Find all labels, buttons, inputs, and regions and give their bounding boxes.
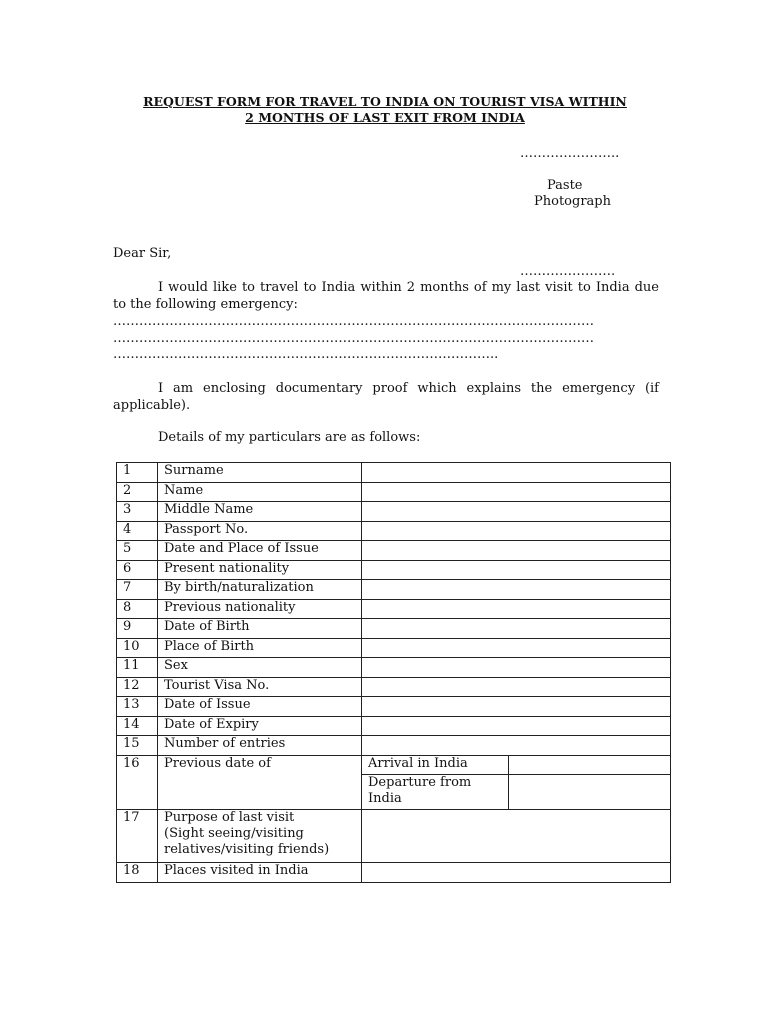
row-label: Previous nationality bbox=[158, 599, 362, 619]
row-label: Passport No. bbox=[158, 521, 362, 541]
row-value-field[interactable] bbox=[362, 677, 671, 697]
table-row-18 bbox=[117, 863, 671, 883]
row-value-field[interactable] bbox=[362, 502, 671, 522]
table-row bbox=[117, 580, 671, 600]
emergency-dotline-3: …………………………………………………………………………….. bbox=[113, 347, 499, 362]
table-row bbox=[117, 716, 671, 736]
form-title bbox=[113, 94, 657, 126]
row-label: Number of entries bbox=[158, 736, 362, 756]
row-value-field[interactable] bbox=[362, 736, 671, 756]
row-value-field[interactable] bbox=[362, 580, 671, 600]
row-number: 4 bbox=[117, 521, 158, 541]
row-number: 13 bbox=[117, 697, 158, 717]
row-label: Middle Name bbox=[158, 502, 362, 522]
table-row bbox=[117, 697, 671, 717]
table-row bbox=[117, 482, 671, 502]
table-row bbox=[117, 677, 671, 697]
row-value-field[interactable] bbox=[362, 599, 671, 619]
date-dots-2: …………………. bbox=[520, 264, 616, 279]
table-row bbox=[117, 638, 671, 658]
row-number: 12 bbox=[117, 677, 158, 697]
table-row bbox=[117, 658, 671, 678]
purpose-line2: (Sight seeing/visiting bbox=[164, 826, 304, 841]
row-number: 6 bbox=[117, 560, 158, 580]
row-label: Tourist Visa No. bbox=[158, 677, 362, 697]
emergency-dotline-2: ………………………………………………………………………………………………… bbox=[113, 331, 594, 346]
table-row bbox=[117, 521, 671, 541]
row-number: 7 bbox=[117, 580, 158, 600]
row-value-field[interactable] bbox=[362, 697, 671, 717]
form-title-line2: 2 MONTHS OF LAST EXIT FROM INDIA bbox=[245, 110, 525, 125]
table-row-16 bbox=[117, 755, 671, 775]
row-number: 8 bbox=[117, 599, 158, 619]
row-number: 11 bbox=[117, 658, 158, 678]
row-label bbox=[158, 810, 362, 863]
row-label: Present nationality bbox=[158, 560, 362, 580]
purpose-field[interactable] bbox=[362, 810, 671, 863]
row-value-field[interactable] bbox=[362, 560, 671, 580]
row-number: 1 bbox=[117, 463, 158, 483]
row-label: Surname bbox=[158, 463, 362, 483]
row-number: 15 bbox=[117, 736, 158, 756]
row-value-field[interactable] bbox=[362, 638, 671, 658]
row-label: Place of Birth bbox=[158, 638, 362, 658]
row-value-field[interactable] bbox=[362, 619, 671, 639]
date-dots: ………………….. bbox=[520, 146, 620, 161]
emergency-paragraph: I would like to travel to India within 2 months of my last visit to India due to the following emergency: bbox=[113, 280, 659, 312]
row-value-field[interactable] bbox=[362, 658, 671, 678]
table-row bbox=[117, 736, 671, 756]
proof-paragraph: I am enclosing documentary proof which explains the emergency (if applicable). bbox=[113, 381, 659, 413]
departure-date-field[interactable] bbox=[509, 775, 671, 810]
arrival-date-field[interactable] bbox=[509, 755, 671, 775]
row-number: 2 bbox=[117, 482, 158, 502]
row-label: Date of Birth bbox=[158, 619, 362, 639]
table-row bbox=[117, 463, 671, 483]
sub-label-departure-line1: Departure from bbox=[368, 775, 472, 790]
table-row-17 bbox=[117, 810, 671, 863]
row-label: Places visited in India bbox=[158, 863, 362, 883]
emergency-dotline-1: ………………………………………………………………………………………………… bbox=[113, 314, 594, 329]
row-number: 16 bbox=[117, 755, 158, 810]
photo-label-photograph: Photograph bbox=[534, 194, 611, 209]
row-number: 10 bbox=[117, 638, 158, 658]
table-row bbox=[117, 599, 671, 619]
row-label: By birth/naturalization bbox=[158, 580, 362, 600]
places-visited-field[interactable] bbox=[362, 863, 671, 883]
purpose-line3: relatives/visiting friends) bbox=[164, 842, 330, 857]
photo-label-paste: Paste bbox=[547, 178, 583, 193]
row-value-field[interactable] bbox=[362, 482, 671, 502]
form-title-line1: REQUEST FORM FOR TRAVEL TO INDIA ON TOURIST VISA WITHIN bbox=[143, 94, 627, 109]
particulars-table bbox=[116, 462, 671, 883]
row-value-field[interactable] bbox=[362, 463, 671, 483]
table-row bbox=[117, 502, 671, 522]
table-row bbox=[117, 619, 671, 639]
sub-label-departure bbox=[362, 775, 509, 810]
row-number: 5 bbox=[117, 541, 158, 561]
table-row bbox=[117, 560, 671, 580]
row-number: 14 bbox=[117, 716, 158, 736]
row-label: Name bbox=[158, 482, 362, 502]
row-label: Date and Place of Issue bbox=[158, 541, 362, 561]
row-label: Date of Issue bbox=[158, 697, 362, 717]
salutation: Dear Sir, bbox=[113, 246, 172, 261]
row-number: 3 bbox=[117, 502, 158, 522]
purpose-line1: Purpose of last visit bbox=[164, 810, 295, 825]
sub-label-arrival: Arrival in India bbox=[362, 755, 509, 775]
row-number: 17 bbox=[117, 810, 158, 863]
row-label: Sex bbox=[158, 658, 362, 678]
table-row bbox=[117, 541, 671, 561]
row-value-field[interactable] bbox=[362, 541, 671, 561]
row-value-field[interactable] bbox=[362, 716, 671, 736]
row-label: Date of Expiry bbox=[158, 716, 362, 736]
row-number: 9 bbox=[117, 619, 158, 639]
sub-label-departure-line2: India bbox=[368, 791, 402, 806]
particulars-intro: Details of my particulars are as follows: bbox=[158, 430, 421, 445]
row-number: 18 bbox=[117, 863, 158, 883]
row-label: Previous date of bbox=[158, 755, 362, 810]
row-value-field[interactable] bbox=[362, 521, 671, 541]
